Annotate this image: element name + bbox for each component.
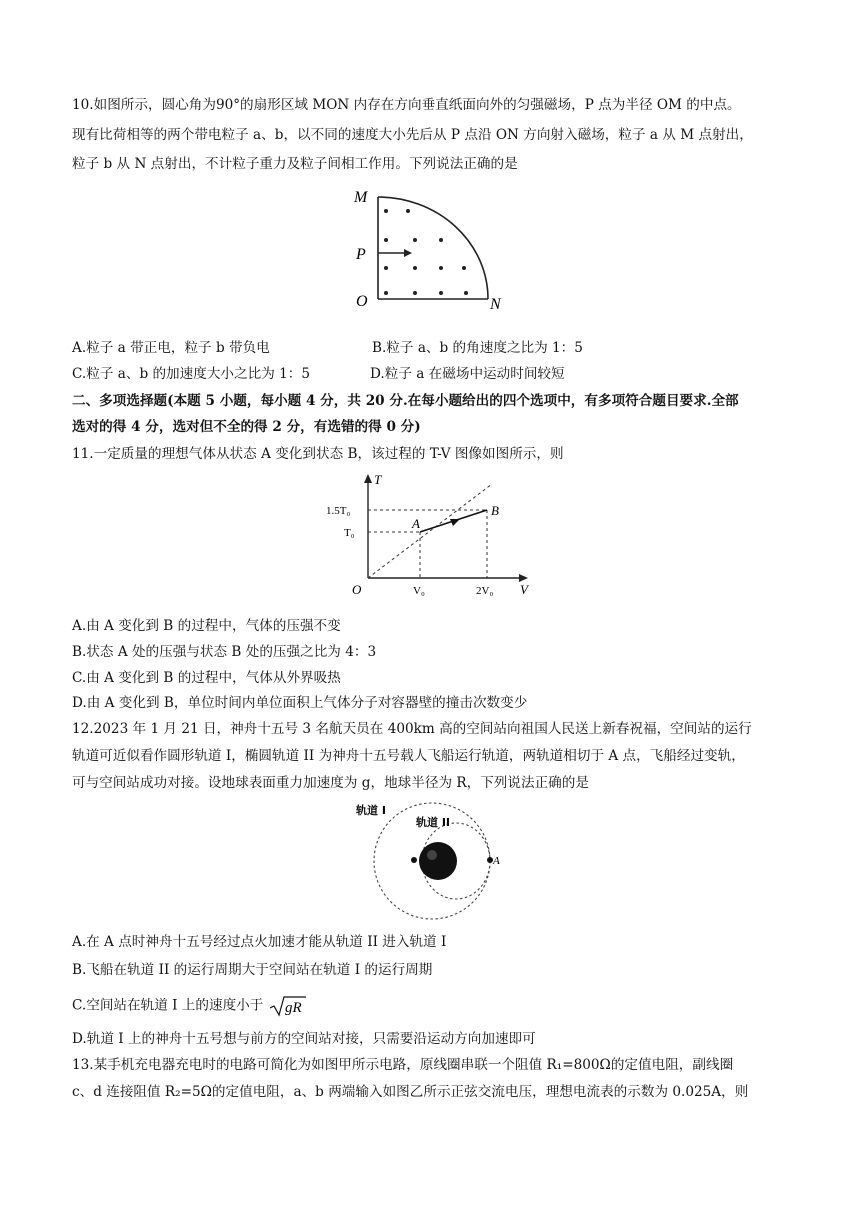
q10-sector-figure xyxy=(348,182,508,312)
q12-label-a: A xyxy=(493,855,500,867)
q11-label-b: B xyxy=(491,503,499,518)
q12-option-a: A.在 A 点时神舟十五号经过点火加速才能从轨道 II 进入轨道 I xyxy=(72,934,447,950)
q10-label-o: O xyxy=(356,293,368,310)
q12-stem-line-1: 12.2023 年 1 月 21 日，神舟十五号 3 名航天员在 400km 高的空间站向祖国人民送上新春祝福，空间站的运行 xyxy=(72,721,752,737)
q12-option-b: B.飞船在轨道 II 的运行周期大于空间站在轨道 I 的运行周期 xyxy=(72,962,433,978)
q10-label-n: N xyxy=(490,296,501,312)
q11-option-c: C.由 A 变化到 B 的过程中，气体从外界吸热 xyxy=(72,670,341,686)
q10-option-d: D.粒子 a 在磁场中运动时间较短 xyxy=(370,366,565,382)
q10-option-b: B.粒子 a、b 的角速度之比为 1：5 xyxy=(372,340,583,356)
q12-label-orbit-2: 轨道 II xyxy=(416,816,451,829)
q10-stem-line-1: 10.如图所示，圆心角为90°的扇形区域 MON 内存在方向垂直纸面向外的匀强磁场，P 点为半径 OM 的中点。 xyxy=(72,97,741,113)
q10-stem-line-3: 粒子 b 从 N 点射出，不计粒子重力及粒子间相工作用。下列说法正确的是 xyxy=(72,156,518,172)
q12-orbit-figure xyxy=(350,798,510,923)
q10-stem-line-2: 现有比荷相等的两个带电粒子 a、b，以不同的速度大小先后从 P 点沿 ON 方向射入磁场，粒子 a 从 M 点射出， xyxy=(72,127,753,143)
q11-option-b: B.状态 A 处的压强与状态 B 处的压强之比为 4：3 xyxy=(72,644,377,660)
q12-option-c xyxy=(72,994,308,1018)
q10-label-m: M xyxy=(354,189,368,206)
earth-icon xyxy=(419,842,457,880)
q10-option-a: A.粒子 a 带正电，粒子 b 带负电 xyxy=(72,340,270,356)
q11-v-axis-arrow-icon xyxy=(519,574,528,582)
q11-tv-graph xyxy=(320,470,535,602)
q11-label-v: V xyxy=(520,582,528,597)
q12-stem-line-2: 轨道可近似看作圆形轨道 I，椭圆轨道 II 为神舟十五号载人飞船运行轨道，两轨道相切于 A 点，飞船经过变轨， xyxy=(72,748,745,764)
sqrt-gr-formula xyxy=(268,994,308,1018)
q11-t-axis-arrow-icon xyxy=(364,474,372,483)
section-2-header-line-2: 选对的得 4 分，选对但不全的得 2 分，有选错的得 0 分) xyxy=(72,419,421,435)
q10-field-dots xyxy=(384,209,468,295)
q10-label-p: P xyxy=(356,246,366,263)
q11-stem: 11.一定质量的理想气体从状态 A 变化到状态 B，该过程的 T-V 图像如图所示，则 xyxy=(72,446,564,462)
q13-stem-line-1: 13.某手机充电器充电时的电路可简化为如图甲所示电路，原线圈串联一个阻值 R₁=800Ω的定值电阻，副线圈 xyxy=(72,1057,734,1073)
q11-option-a: A.由 A 变化到 B 的过程中，气体的压强不变 xyxy=(72,618,341,634)
q10-arrow-head-icon xyxy=(404,249,412,257)
q11-tick-1-5t0: 1.5T₀ xyxy=(326,505,351,517)
q12-option-c-text: C.空间站在轨道 I 上的速度小于 xyxy=(72,997,264,1014)
q12-satellite-dot xyxy=(411,857,417,863)
sqrt-radicand: gR xyxy=(284,1000,302,1016)
q12-label-orbit-1: 轨道 I xyxy=(356,804,386,817)
q11-tick-v0: V₀ xyxy=(413,585,425,597)
section-2-header-line-1: 二、多项选择题(本题 5 小题，每小题 4 分，共 20 分.在每小题给出的四个选项中，有多项符合题目要求.全部 xyxy=(72,393,739,409)
q11-tick-t0: T₀ xyxy=(344,527,355,539)
earth-highlight xyxy=(427,850,437,860)
q11-origin-line xyxy=(368,484,492,578)
q13-stem-line-2: c、d 连接阻值 R₂=5Ω的定值电阻，a、b 两端输入如图乙所示正弦交流电压，理想电流表的示数为 0.025A，则 xyxy=(72,1084,749,1100)
q11-label-a: A xyxy=(412,516,420,531)
q11-label-t: T xyxy=(374,472,382,487)
q12-stem-line-3: 可与空间站成功对接。设地球表面重力加速度为 g，地球半径为 R，下列说法正确的是 xyxy=(72,775,589,791)
q12-option-d: D.轨道 I 上的神舟十五号想与前方的空间站对接，只需要沿运动方向加速即可 xyxy=(72,1031,536,1047)
q11-process-arrow-icon xyxy=(450,519,460,526)
q11-option-d: D.由 A 变化到 B，单位时间内单位面积上气体分子对容器壁的撞击次数变少 xyxy=(72,695,528,711)
q11-tick-2v0: 2V₀ xyxy=(476,585,494,597)
q10-option-c: C.粒子 a、b 的加速度大小之比为 1：5 xyxy=(72,366,311,382)
q11-label-o: O xyxy=(352,582,362,597)
q10-arc-mn xyxy=(378,197,488,299)
